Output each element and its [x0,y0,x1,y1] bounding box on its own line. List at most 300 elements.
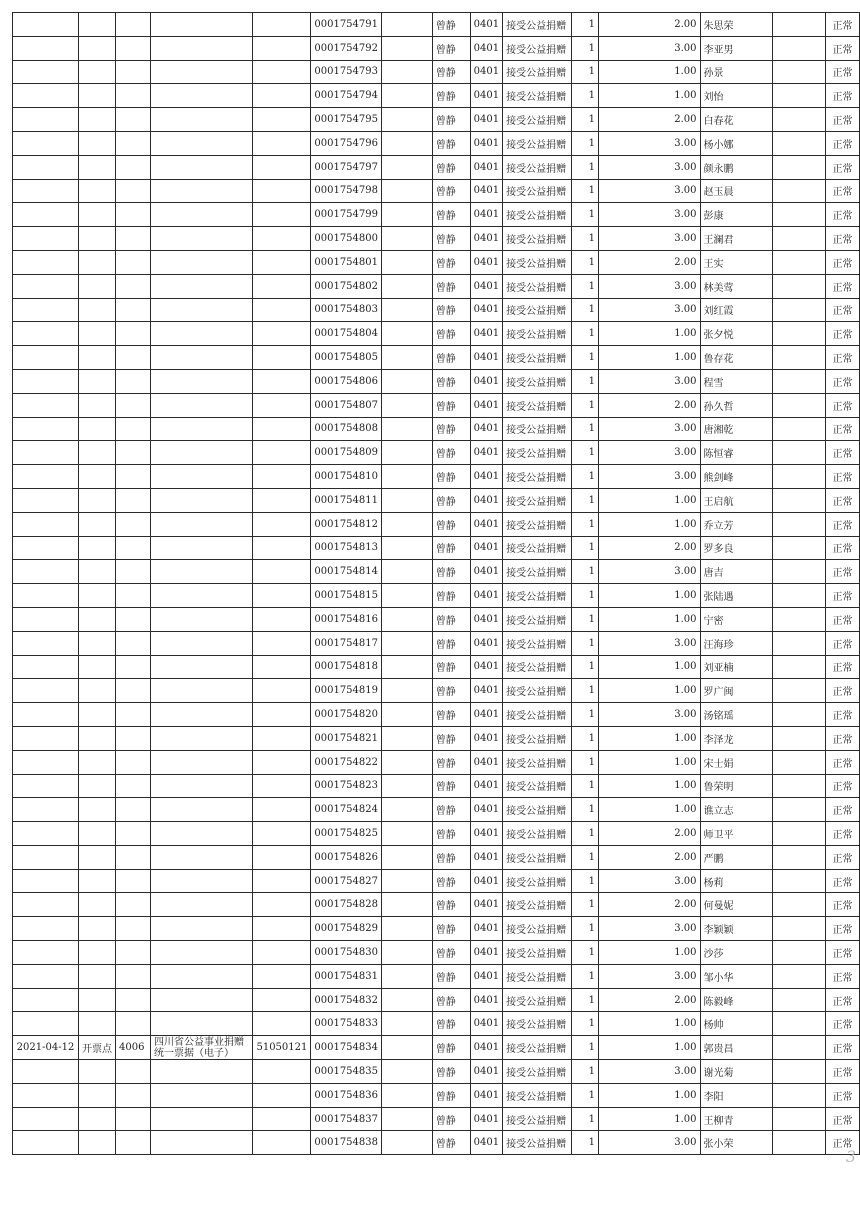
table-row [13,536,860,560]
type-cell [78,560,115,584]
table-row [13,703,860,727]
ticket-name-cell [150,488,253,512]
receipt-number-cell: 0001754794 [311,84,382,108]
blank-cell [773,655,826,679]
quantity-cell: 1 [572,512,599,536]
date-cell [13,84,79,108]
blank-cell [382,108,433,132]
amount-cell: 3.00 [598,36,700,60]
type-cell [78,274,115,298]
table-row [13,869,860,893]
receipt-number-cell: 0001754815 [311,584,382,608]
quantity-cell: 1 [572,1012,599,1036]
item-code-cell: 0401 [470,726,502,750]
item-code-cell: 0401 [470,607,502,631]
table-row [13,441,860,465]
item-code-cell: 0401 [470,1012,502,1036]
item-code-cell: 0401 [470,155,502,179]
ticket-name-cell [150,369,253,393]
quantity-cell: 1 [572,798,599,822]
batch-cell [253,179,311,203]
item-name-cell: 接受公益捐赠 [503,703,572,727]
batch-cell [253,726,311,750]
date-cell [13,655,79,679]
operator-cell: 曾静 [432,964,470,988]
date-cell [13,512,79,536]
quantity-cell: 1 [572,346,599,370]
ticket-name-cell [150,274,253,298]
item-name-cell: 接受公益捐赠 [503,750,572,774]
operator-cell: 曾静 [432,631,470,655]
batch-cell [253,393,311,417]
amount-cell: 1.00 [598,726,700,750]
batch-cell [253,798,311,822]
status-cell: 正常 [825,822,859,846]
ticket-name-cell [150,250,253,274]
receipt-number-cell: 0001754819 [311,679,382,703]
code-cell [115,536,150,560]
code-cell [115,131,150,155]
amount-cell: 3.00 [598,1131,700,1155]
receipt-number-cell: 0001754828 [311,893,382,917]
receipt-number-cell: 0001754796 [311,131,382,155]
type-cell [78,488,115,512]
type-cell [78,631,115,655]
type-cell [78,774,115,798]
batch-cell [253,298,311,322]
receipt-number-cell: 0001754814 [311,560,382,584]
table-row [13,845,860,869]
type-cell [78,108,115,132]
operator-cell: 曾静 [432,84,470,108]
batch-cell [253,917,311,941]
type-cell [78,298,115,322]
quantity-cell: 1 [572,941,599,965]
status-cell: 正常 [825,298,859,322]
amount-cell: 3.00 [598,155,700,179]
blank-cell [382,155,433,179]
type-cell [78,798,115,822]
operator-cell: 曾静 [432,1131,470,1155]
status-cell: 正常 [825,917,859,941]
batch-cell [253,131,311,155]
batch-cell [253,203,311,227]
operator-cell: 曾静 [432,1107,470,1131]
receipt-number-cell: 0001754801 [311,250,382,274]
blank-cell [773,893,826,917]
amount-cell: 2.00 [598,845,700,869]
item-name-cell: 接受公益捐赠 [503,679,572,703]
item-name-cell: 接受公益捐赠 [503,250,572,274]
receipt-ledger-table [12,12,860,1155]
blank-cell [773,917,826,941]
type-cell [78,941,115,965]
status-cell: 正常 [825,536,859,560]
item-code-cell: 0401 [470,1060,502,1084]
ticket-name-cell [150,203,253,227]
donor-cell: 孙景 [700,60,773,84]
receipt-number-cell: 0001754824 [311,798,382,822]
donor-cell: 刘红霞 [700,298,773,322]
quantity-cell: 1 [572,869,599,893]
donor-cell: 谢光菊 [700,1060,773,1084]
type-cell [78,227,115,251]
donor-cell: 张夕悦 [700,322,773,346]
quantity-cell: 1 [572,1060,599,1084]
table-row [13,679,860,703]
blank-cell [773,274,826,298]
blank-cell [382,250,433,274]
ticket-name-cell [150,131,253,155]
donor-cell: 林美莺 [700,274,773,298]
ticket-name-cell [150,1107,253,1131]
status-cell: 正常 [825,774,859,798]
quantity-cell: 1 [572,250,599,274]
date-cell [13,822,79,846]
blank-cell [773,298,826,322]
donor-cell: 陈恒睿 [700,441,773,465]
operator-cell: 曾静 [432,988,470,1012]
quantity-cell: 1 [572,393,599,417]
table-row [13,465,860,489]
table-row [13,60,860,84]
blank-cell [382,941,433,965]
blank-cell [773,679,826,703]
receipt-number-cell: 0001754811 [311,488,382,512]
receipt-number-cell: 0001754804 [311,322,382,346]
receipt-number-cell: 0001754799 [311,203,382,227]
blank-cell [382,227,433,251]
receipt-number-cell: 0001754826 [311,845,382,869]
code-cell [115,1107,150,1131]
donor-cell: 郭贵昌 [700,1036,773,1060]
date-cell [13,917,79,941]
amount-cell: 1.00 [598,774,700,798]
ledger-rows [13,13,860,1155]
ticket-name-cell [150,322,253,346]
date-cell [13,536,79,560]
amount-cell: 1.00 [598,512,700,536]
date-cell [13,465,79,489]
type-cell [78,750,115,774]
receipt-number-cell: 0001754813 [311,536,382,560]
date-cell [13,203,79,227]
donor-cell: 杨帅 [700,1012,773,1036]
donor-cell: 王实 [700,250,773,274]
item-code-cell: 0401 [470,1131,502,1155]
batch-cell [253,60,311,84]
table-row [13,941,860,965]
blank-cell [773,726,826,750]
code-cell [115,1012,150,1036]
item-code-cell: 0401 [470,488,502,512]
code-cell [115,108,150,132]
amount-cell: 1.00 [598,322,700,346]
operator-cell: 曾静 [432,465,470,489]
ticket-name-cell [150,417,253,441]
batch-cell [253,84,311,108]
batch-cell [253,774,311,798]
item-code-cell: 0401 [470,322,502,346]
item-code-cell: 0401 [470,203,502,227]
blank-cell [773,393,826,417]
amount-cell: 2.00 [598,108,700,132]
blank-cell [773,631,826,655]
amount-cell: 2.00 [598,393,700,417]
quantity-cell: 1 [572,584,599,608]
batch-cell [253,1083,311,1107]
type-cell [78,84,115,108]
operator-cell: 曾静 [432,560,470,584]
type-cell [78,369,115,393]
amount-cell: 1.00 [598,679,700,703]
donor-cell: 师卫平 [700,822,773,846]
quantity-cell: 1 [572,655,599,679]
ticket-name-cell [150,703,253,727]
donor-cell: 鲁存花 [700,346,773,370]
blank-cell [382,274,433,298]
blank-cell [382,322,433,346]
ticket-name-cell [150,679,253,703]
date-cell [13,131,79,155]
item-name-cell: 接受公益捐赠 [503,322,572,346]
quantity-cell: 1 [572,988,599,1012]
ticket-name-cell: 四川省公益事业捐赠统一票据（电子） [150,1036,253,1060]
date-cell [13,941,79,965]
status-cell: 正常 [825,60,859,84]
amount-cell: 3.00 [598,631,700,655]
receipt-number-cell: 0001754833 [311,1012,382,1036]
quantity-cell: 1 [572,631,599,655]
operator-cell: 曾静 [432,1060,470,1084]
ticket-name-cell [150,822,253,846]
date-cell [13,869,79,893]
blank-cell [773,250,826,274]
blank-cell [382,441,433,465]
table-row [13,584,860,608]
item-name-cell: 接受公益捐赠 [503,441,572,465]
quantity-cell: 1 [572,845,599,869]
item-name-cell: 接受公益捐赠 [503,393,572,417]
item-code-cell: 0401 [470,560,502,584]
receipt-number-cell: 0001754821 [311,726,382,750]
item-code-cell: 0401 [470,1036,502,1060]
item-name-cell: 接受公益捐赠 [503,631,572,655]
code-cell [115,560,150,584]
date-cell [13,893,79,917]
blank-cell [382,84,433,108]
batch-cell [253,512,311,536]
operator-cell: 曾静 [432,274,470,298]
date-cell [13,417,79,441]
operator-cell: 曾静 [432,917,470,941]
ticket-name-cell [150,917,253,941]
operator-cell: 曾静 [432,774,470,798]
status-cell: 正常 [825,607,859,631]
receipt-number-cell: 0001754835 [311,1060,382,1084]
operator-cell: 曾静 [432,607,470,631]
date-cell [13,703,79,727]
receipt-number-cell: 0001754805 [311,346,382,370]
type-cell [78,1012,115,1036]
batch-cell [253,988,311,1012]
amount-cell: 2.00 [598,250,700,274]
quantity-cell: 1 [572,298,599,322]
item-code-cell: 0401 [470,227,502,251]
batch-cell [253,441,311,465]
item-name-cell: 接受公益捐赠 [503,869,572,893]
batch-cell [253,869,311,893]
type-cell: 开票点 [78,1036,115,1060]
batch-cell [253,1060,311,1084]
blank-cell [382,1131,433,1155]
blank-cell [773,1060,826,1084]
table-row [13,84,860,108]
item-name-cell: 接受公益捐赠 [503,941,572,965]
batch-cell [253,964,311,988]
item-code-cell: 0401 [470,393,502,417]
status-cell: 正常 [825,893,859,917]
item-code-cell: 0401 [470,917,502,941]
item-code-cell: 0401 [470,512,502,536]
blank-cell [382,346,433,370]
batch-cell [253,250,311,274]
blank-cell [773,369,826,393]
operator-cell: 曾静 [432,108,470,132]
blank-cell [382,417,433,441]
blank-cell [773,964,826,988]
donor-cell: 李亚男 [700,36,773,60]
blank-cell [773,1107,826,1131]
operator-cell: 曾静 [432,131,470,155]
blank-cell [382,36,433,60]
batch-cell [253,607,311,631]
blank-cell [382,726,433,750]
status-cell: 正常 [825,84,859,108]
date-cell: 2021-04-12 [13,1036,79,1060]
operator-cell: 曾静 [432,822,470,846]
blank-cell [773,798,826,822]
operator-cell: 曾静 [432,441,470,465]
blank-cell [773,584,826,608]
blank-cell [773,703,826,727]
blank-cell [773,1083,826,1107]
amount-cell: 2.00 [598,988,700,1012]
operator-cell: 曾静 [432,1083,470,1107]
ticket-name-cell [150,155,253,179]
blank-cell [382,774,433,798]
type-cell [78,36,115,60]
item-name-cell: 接受公益捐赠 [503,227,572,251]
code-cell [115,465,150,489]
item-code-cell: 0401 [470,941,502,965]
ticket-name-cell [150,964,253,988]
item-name-cell: 接受公益捐赠 [503,560,572,584]
status-cell: 正常 [825,322,859,346]
status-cell: 正常 [825,465,859,489]
receipt-number-cell: 0001754817 [311,631,382,655]
donor-cell: 乔立芳 [700,512,773,536]
table-row [13,607,860,631]
blank-cell [382,750,433,774]
amount-cell: 1.00 [598,60,700,84]
code-cell [115,346,150,370]
operator-cell: 曾静 [432,1012,470,1036]
item-name-cell: 接受公益捐赠 [503,13,572,37]
item-code-cell: 0401 [470,369,502,393]
date-cell [13,845,79,869]
type-cell [78,322,115,346]
blank-cell [773,512,826,536]
date-cell [13,1060,79,1084]
blank-cell [382,917,433,941]
donor-cell: 邹小华 [700,964,773,988]
code-cell [115,1131,150,1155]
operator-cell: 曾静 [432,726,470,750]
amount-cell: 1.00 [598,1012,700,1036]
donor-cell: 宁密 [700,607,773,631]
ticket-name-cell [150,108,253,132]
blank-cell [382,488,433,512]
ticket-name-cell [150,941,253,965]
blank-cell [382,964,433,988]
blank-cell [382,369,433,393]
blank-cell [382,560,433,584]
receipt-number-cell: 0001754803 [311,298,382,322]
item-name-cell: 接受公益捐赠 [503,1036,572,1060]
batch-cell [253,584,311,608]
batch-cell [253,274,311,298]
batch-cell [253,227,311,251]
item-name-cell: 接受公益捐赠 [503,84,572,108]
code-cell [115,60,150,84]
code-cell [115,703,150,727]
item-name-cell: 接受公益捐赠 [503,1107,572,1131]
donor-cell: 沙莎 [700,941,773,965]
quantity-cell: 1 [572,465,599,489]
status-cell: 正常 [825,203,859,227]
item-name-cell: 接受公益捐赠 [503,584,572,608]
receipt-number-cell: 0001754795 [311,108,382,132]
code-cell [115,917,150,941]
donor-cell: 杨小娜 [700,131,773,155]
quantity-cell: 1 [572,60,599,84]
type-cell [78,536,115,560]
code-cell [115,964,150,988]
ticket-name-cell [150,845,253,869]
ticket-name-cell [150,36,253,60]
donor-cell: 孙久哲 [700,393,773,417]
amount-cell: 3.00 [598,465,700,489]
donor-cell: 罗广闽 [700,679,773,703]
operator-cell: 曾静 [432,227,470,251]
amount-cell: 3.00 [598,131,700,155]
donor-cell: 唐湘乾 [700,417,773,441]
operator-cell: 曾静 [432,322,470,346]
amount-cell: 3.00 [598,1060,700,1084]
status-cell: 正常 [825,679,859,703]
margin-page-mark: 3 [845,1147,856,1166]
amount-cell: 3.00 [598,964,700,988]
batch-cell [253,941,311,965]
status-cell: 正常 [825,512,859,536]
operator-cell: 曾静 [432,60,470,84]
status-cell: 正常 [825,560,859,584]
blank-cell [382,1012,433,1036]
blank-cell [773,13,826,37]
table-row [13,488,860,512]
date-cell [13,607,79,631]
